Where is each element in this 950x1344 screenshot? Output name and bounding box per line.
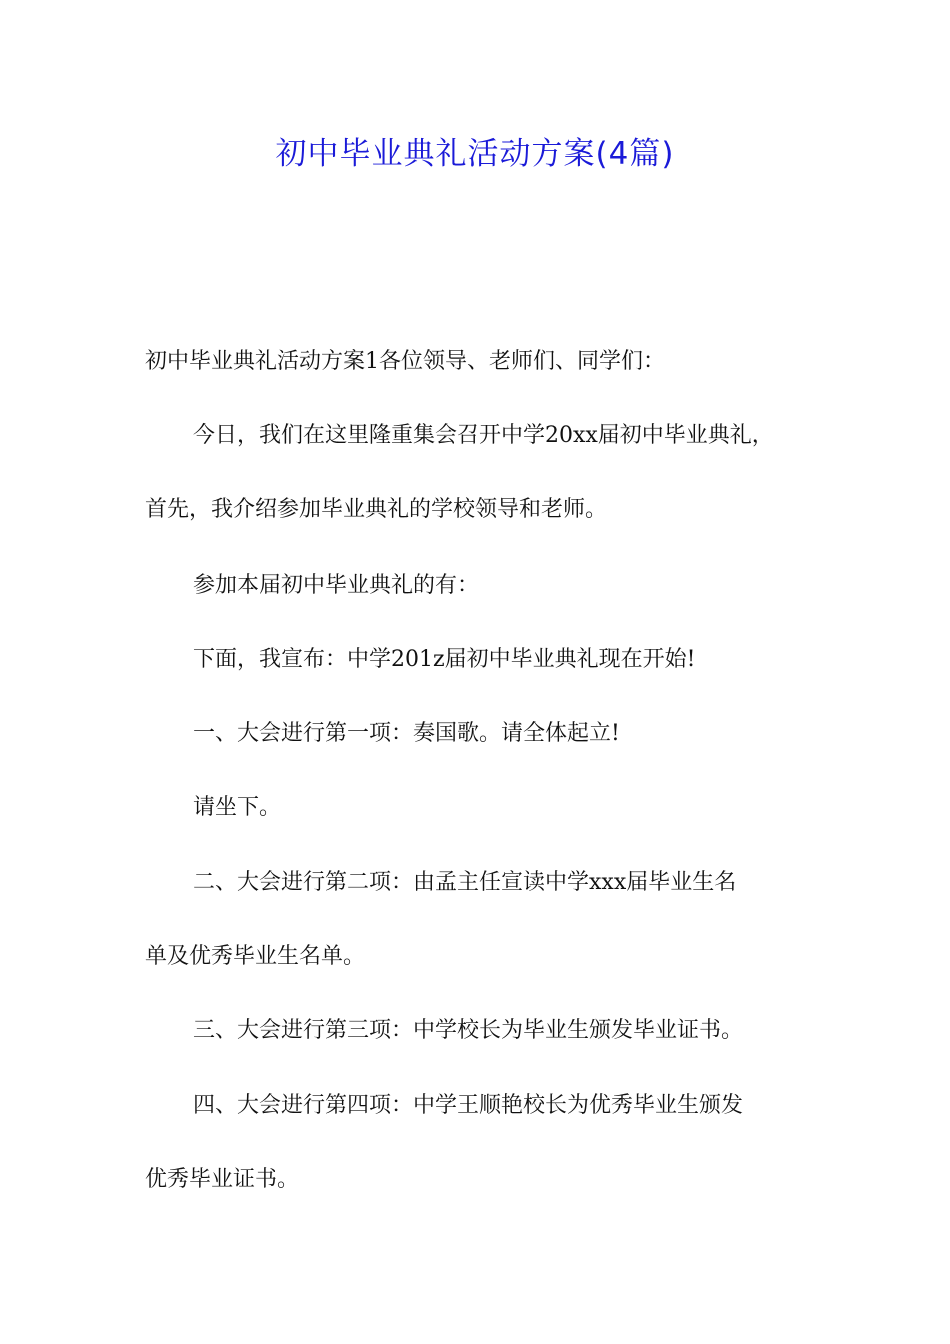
paragraph-line-9: 单及优秀毕业生名单。 xyxy=(145,944,366,969)
paragraph-line-4: 参加本届初中毕业典礼的有： xyxy=(193,573,480,598)
document-title: 初中毕业典礼活动方案(4篇) xyxy=(275,136,675,172)
paragraph-line-12: 优秀毕业证书。 xyxy=(145,1167,300,1192)
paragraph-line-2: 今日，我们在这里隆重集会召开中学20xx届初中毕业典礼， xyxy=(193,423,774,448)
paragraph-line-6: 一、大会进行第一项：奏国歌。请全体起立! xyxy=(193,721,620,746)
paragraph-line-7: 请坐下。 xyxy=(193,795,282,820)
paragraph-line-8: 二、大会进行第二项：由孟主任宣读中学xxx届毕业生名 xyxy=(193,870,737,895)
paragraph-line-11: 四、大会进行第四项：中学王顺艳校长为优秀毕业生颁发 xyxy=(193,1093,744,1118)
paragraph-line-10: 三、大会进行第三项：中学校长为毕业生颁发毕业证书。 xyxy=(193,1018,744,1043)
paragraph-line-1: 初中毕业典礼活动方案1各位领导、老师们、同学们： xyxy=(145,349,665,374)
paragraph-line-5: 下面，我宣布：中学201z届初中毕业典礼现在开始! xyxy=(193,647,696,672)
paragraph-line-3: 首先，我介绍参加毕业典礼的学校领导和老师。 xyxy=(145,497,608,522)
